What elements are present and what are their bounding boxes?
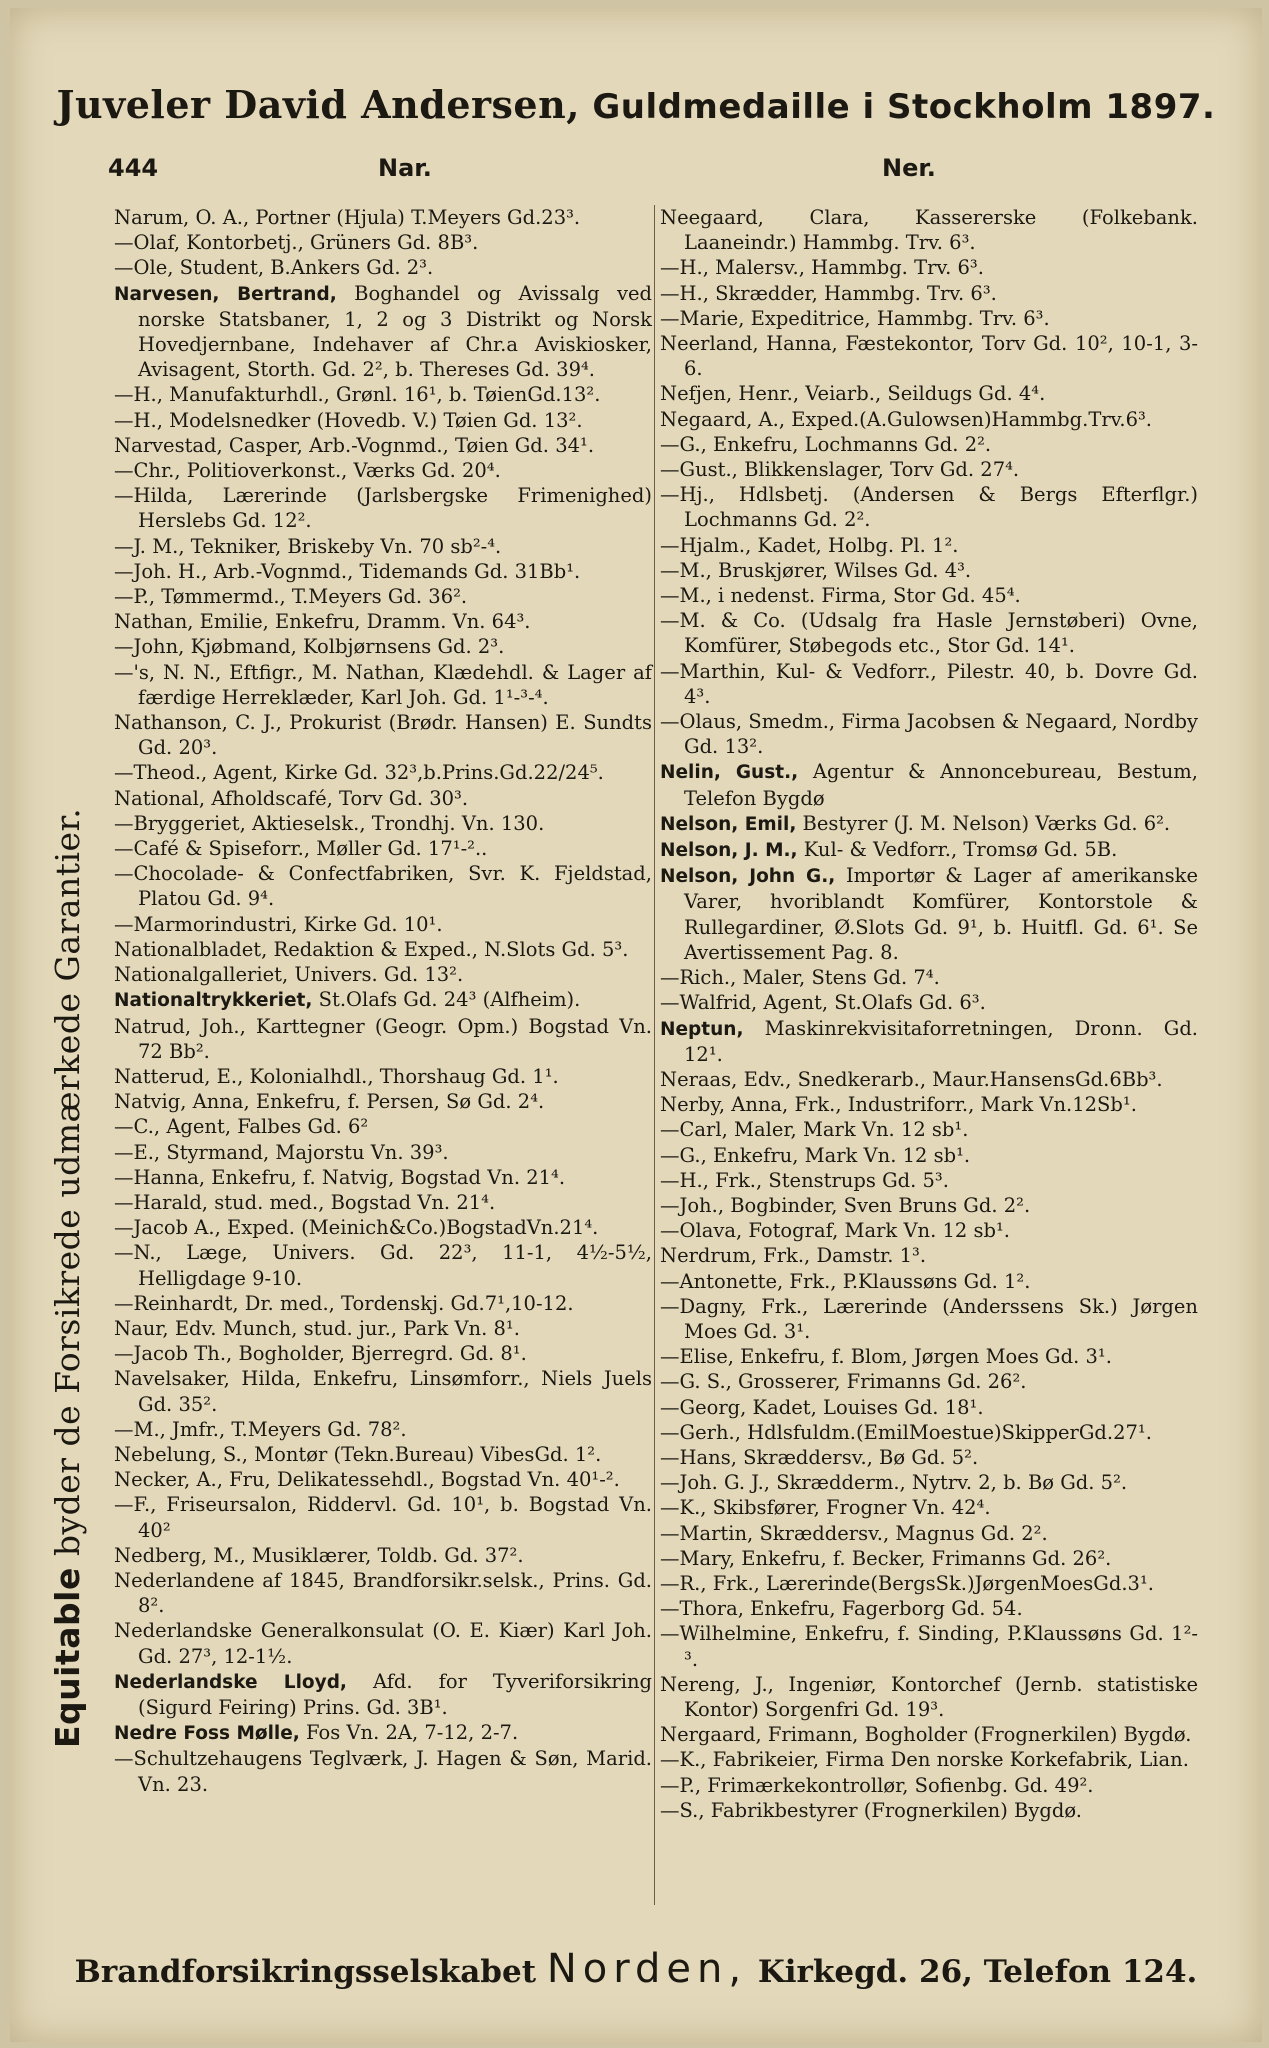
directory-entry — [114, 433, 652, 458]
header-ad-name: Juveler David Andersen, — [56, 82, 580, 127]
entry-text: —N., Læge, Univers. Gd. 22³, 11-1, 4½-5½, Helligdage 9-10. — [114, 1241, 652, 1290]
directory-entry — [660, 1773, 1198, 1798]
entry-text: —Elise, Enkefru, f. Blom, Jørgen Moes Gd. 3¹. — [660, 1345, 1112, 1369]
entry-text: Afd. for Tyveriforsikring (Sigurd Feiring) Prins. Gd. 3B¹. — [138, 1669, 652, 1719]
right-column — [660, 205, 1198, 1823]
entry-text: Naur, Edv. Munch, stud. jur., Park Vn. 8¹. — [114, 1316, 520, 1340]
directory-entry — [114, 534, 652, 559]
directory-entry — [660, 432, 1198, 457]
directory-entry — [660, 583, 1198, 608]
entry-text: —John, Kjøbmand, Kolbjørnsens Gd. 2³. — [114, 635, 505, 659]
entry-text: —Gust., Blikkenslager, Torv Gd. 27⁴. — [660, 458, 1020, 482]
entry-text: National, Afholdscafé, Torv Gd. 30³. — [114, 786, 469, 810]
entry-text: —Martin, Skræddersv., Magnus Gd. 2². — [660, 1521, 1048, 1545]
entry-text: —Hanna, Enkefru, f. Natvig, Bogstad Vn. 21⁴. — [114, 1165, 566, 1189]
entry-text: —Schultzehaugens Teglværk, J. Hagen & Søn, Marid. Vn. 23. — [114, 1747, 652, 1796]
footer-ad-address: Kirkegd. 26, Telefon 124. — [757, 1954, 1198, 1990]
entry-text: —Georg, Kadet, Louises Gd. 18¹. — [660, 1395, 984, 1419]
entry-text: Neegaard, Clara, Kassererske (Folkebank. Laaneindr.) Hammbg. Trv. 6³. — [660, 206, 1198, 255]
directory-entry — [114, 937, 652, 962]
left-column — [114, 205, 652, 1797]
directory-entry — [114, 1114, 652, 1139]
directory-entry — [114, 281, 652, 383]
entry-text: —Hans, Skræddersv., Bø Gd. 5². — [660, 1445, 979, 1469]
directory-entry — [114, 760, 652, 785]
directory-entry — [660, 1546, 1198, 1571]
entry-bold-name: Nelson, Emil, — [660, 813, 797, 835]
entry-bold-name: Nelin, Gust., — [660, 762, 799, 784]
directory-entry — [114, 1543, 652, 1568]
entry-text: Nathan, Emilie, Enkefru, Dramm. Vn. 64³. — [114, 610, 531, 634]
entry-text: Nederlandske Generalkonsulat (O. E. Kiær) Karl Joh. Gd. 27³, 12-1½. — [114, 1619, 652, 1668]
entry-text: Neerland, Hanna, Fæstekontor, Torv Gd. 10², 10-1, 3-6. — [660, 332, 1198, 381]
entry-text: Nationalbladet, Redaktion & Exped., N.Slots Gd. 5³. — [114, 937, 629, 961]
directory-entry — [660, 965, 1198, 990]
entry-text: —Olava, Fotograf, Mark Vn. 12 sb¹. — [660, 1219, 1011, 1243]
directory-entry — [114, 408, 652, 433]
entry-text: Nebelung, S., Montør (Tekn.Bureau) VibesGd. 1². — [114, 1442, 602, 1466]
entry-text: Negaard, A., Exped.(A.Gulowsen)Hammbg.Trv.6³. — [660, 407, 1152, 431]
entry-bold-name: Nederlandske Lloyd, — [114, 1671, 347, 1693]
entry-text: —P., Tømmermd., T.Meyers Gd. 36². — [114, 585, 468, 609]
entry-text: —S., Fabrikbestyrer (Frognerkilen) Bygdø. — [660, 1798, 1082, 1822]
directory-entry — [114, 1720, 652, 1746]
entry-bold-name: Nationaltrykkeriet, — [114, 990, 313, 1012]
entry-text: —Antonette, Frk., P.Klaussøns Gd. 1². — [660, 1269, 1031, 1293]
entry-text: —H., Malersv., Hammbg. Trv. 6³. — [660, 256, 984, 280]
footer-ad-name: Norden, — [546, 1946, 748, 1992]
side-ad-text: byder de Forsikrede udmærkede Garantier. — [48, 807, 87, 1557]
entry-text: —Reinhardt, Dr. med., Tordenskj. Gd.7¹,10-12. — [114, 1291, 574, 1315]
entry-text: —M., Jmfr., T.Meyers Gd. 78². — [114, 1417, 407, 1441]
running-head-right: Ner. — [882, 154, 936, 182]
directory-entry — [114, 1064, 652, 1089]
side-advertisement — [48, 748, 87, 1748]
directory-entry — [660, 1016, 1198, 1067]
directory-entry — [660, 1747, 1198, 1772]
entry-text: —Hilda, Lærerinde (Jarlsbergske Frimenighed) Herslebs Gd. 12². — [114, 484, 652, 533]
directory-entry — [114, 382, 652, 407]
directory-entry — [114, 1492, 652, 1542]
entry-text: Kul- & Vedforr., Tromsø Gd. 5B. — [797, 838, 1118, 862]
directory-entry — [114, 861, 652, 911]
entry-text: Agentur & Annoncebureau, Bestum, Telefon Bygdø — [684, 760, 1198, 810]
entry-text: —Thora, Enkefru, Fagerborg Gd. 54. — [660, 1597, 1023, 1621]
entry-text: —Hjalm., Kadet, Holbg. Pl. 1². — [660, 533, 959, 557]
entry-text: —M., i nedenst. Firma, Stor Gd. 45⁴. — [660, 584, 1021, 608]
header-ad-tagline: Guldmedaille i Stockholm 1897. — [592, 87, 1216, 127]
directory-entry — [660, 1495, 1198, 1520]
entry-text: —Joh., Bogbinder, Sven Bruns Gd. 2². — [660, 1193, 1031, 1217]
entry-text: Necker, A., Fru, Delikatessehdl., Bogstad Vn. 40¹-². — [114, 1468, 620, 1492]
entry-text: —H., Frk., Stenstrups Gd. 5³. — [660, 1168, 949, 1192]
directory-entry — [114, 1165, 652, 1190]
entry-text: —Olaf, Kontorbetj., Grüners Gd. 8B³. — [114, 231, 479, 255]
directory-entry — [114, 1746, 652, 1796]
directory-entry — [114, 1467, 652, 1492]
directory-entry — [660, 1571, 1198, 1596]
entry-text: Natrud, Joh., Karttegner (Geogr. Opm.) Bogstad Vn. 72 Bb². — [114, 1014, 652, 1063]
directory-entry — [114, 1140, 652, 1165]
entry-text: —Wilhelmine, Enkefru, f. Sinding, P.Klaussøns Gd. 1²-³. — [660, 1622, 1198, 1671]
directory-entry — [660, 1596, 1198, 1621]
directory-entry — [660, 1067, 1198, 1092]
directory-entry — [114, 634, 652, 659]
entry-text: Navelsaker, Hilda, Enkefru, Linsømforr., Niels Juels Gd. 35². — [114, 1367, 652, 1416]
header-advertisement — [10, 82, 1262, 127]
directory-entry — [114, 559, 652, 584]
entry-text: —Olaus, Smedm., Firma Jacobsen & Negaard, Nordby Gd. 13². — [660, 710, 1198, 759]
entry-text: —Walfrid, Agent, St.Olafs Gd. 6³. — [660, 991, 986, 1015]
entry-text: Natvig, Anna, Enkefru, f. Persen, Sø Gd. 2⁴. — [114, 1090, 545, 1114]
directory-entry — [114, 1366, 652, 1416]
entry-text: —Marie, Expeditrice, Hammbg. Trv. 6³. — [660, 306, 1050, 330]
directory-entry — [660, 1420, 1198, 1445]
directory-entry — [660, 1722, 1198, 1747]
entry-text: —Carl, Maler, Mark Vn. 12 sb¹. — [660, 1118, 969, 1142]
entry-text: —Dagny, Frk., Lærerinde (Anderssens Sk.) Jørgen Moes Gd. 3¹. — [660, 1294, 1198, 1343]
directory-entry — [660, 1395, 1198, 1420]
directory-entry — [660, 482, 1198, 532]
entry-text: —Joh. H., Arb.-Vognmd., Tidemands Gd. 31Bb¹. — [114, 559, 581, 583]
footer-ad-prefix: Brandforsikringsselskabet — [74, 1954, 537, 1990]
directory-entry — [660, 709, 1198, 759]
directory-entry — [660, 1445, 1198, 1470]
entry-text: Narum, O. A., Portner (Hjula) T.Meyers Gd.23³. — [114, 206, 581, 229]
column-divider — [654, 205, 655, 1905]
directory-entry — [114, 786, 652, 811]
directory-entry — [114, 205, 652, 230]
directory-entry — [114, 483, 652, 533]
entry-text: —Bryggeriet, Aktieselsk., Trondhj. Vn. 130. — [114, 811, 545, 835]
directory-entry — [660, 558, 1198, 583]
directory-entry — [114, 836, 652, 861]
directory-entry — [114, 1417, 652, 1442]
directory-entry — [660, 1092, 1198, 1117]
directory-entry — [114, 811, 652, 836]
directory-entry — [660, 457, 1198, 482]
directory-entry — [660, 1294, 1198, 1344]
entry-bold-name: Nelson, John G., — [660, 866, 836, 888]
directory-entry — [114, 230, 652, 255]
directory-entry — [660, 306, 1198, 331]
directory-entry — [660, 205, 1198, 255]
entry-text: —Theod., Agent, Kirke Gd. 32³,b.Prins.Gd.22/24⁵. — [114, 761, 604, 785]
entry-text: —Jacob Th., Bogholder, Bjerregrd. Gd. 8¹. — [114, 1342, 527, 1366]
entry-text: —F., Friseursalon, Riddervl. Gd. 10¹, b. Bogstad Vn. 40² — [114, 1493, 652, 1542]
entry-text: —J. M., Tekniker, Briskeby Vn. 70 sb²-⁴. — [114, 534, 502, 558]
directory-entry — [660, 407, 1198, 432]
directory-entry — [114, 584, 652, 609]
directory-entry — [660, 837, 1198, 863]
entry-text: Neraas, Edv., Snedkerarb., Maur.HansensGd.6Bb³. — [660, 1067, 1163, 1091]
entry-text: Importør & Lager af amerikanske Varer, hvoriblandt Komfürer, Kontorstole & Rullegardiner, Ø.Slots Gd. 9¹, b. Huitfl. Gd. 6¹. Se Avertissement Pag. 8. — [684, 864, 1198, 964]
directory-entry — [114, 1291, 652, 1316]
entry-text: —Marthin, Kul- & Vedforr., Pilestr. 40, b. Dovre Gd. 4³. — [660, 659, 1198, 708]
directory-entry — [660, 1243, 1198, 1268]
directory-entry — [660, 331, 1198, 381]
entry-text: —E., Styrmand, Majorstu Vn. 39³. — [114, 1140, 449, 1164]
page-number: 444 — [108, 154, 159, 182]
directory-entry — [114, 1618, 652, 1668]
entry-text: Nationalgalleriet, Univers. Gd. 13². — [114, 963, 464, 987]
entry-text: —K., Skibsfører, Frogner Vn. 42⁴. — [660, 1496, 991, 1520]
entry-bold-name: Neptun, — [660, 1018, 744, 1040]
entry-text: Nerby, Anna, Frk., Industriforr., Mark Vn.12Sb¹. — [660, 1093, 1137, 1117]
entry-text: —H., Modelsnedker (Hovedb. V.) Tøien Gd. 13². — [114, 408, 583, 432]
entry-bold-name: Narvesen, Bertrand, — [114, 283, 337, 305]
entry-text: —Joh. G. J., Skrædderm., Nytrv. 2, b. Bø Gd. 5². — [660, 1471, 1128, 1495]
entry-bold-name: Nedre Foss Mølle, — [114, 1723, 300, 1745]
entry-text: —P., Frimærkekontrollør, Sofienbg. Gd. 49². — [660, 1773, 1094, 1797]
directory-entry — [114, 660, 652, 710]
directory-entry — [660, 255, 1198, 280]
entry-text: Nathanson, C. J., Prokurist (Brødr. Hansen) E. Sundts Gd. 20³. — [114, 711, 652, 760]
entry-text: —G., Enkefru, Lochmanns Gd. 2². — [660, 432, 992, 456]
directory-entry — [660, 381, 1198, 406]
running-head-left: Nar. — [378, 154, 432, 182]
directory-entry — [114, 1190, 652, 1215]
entry-text: —Rich., Maler, Stens Gd. 7⁴. — [660, 966, 940, 990]
directory-entry — [660, 1621, 1198, 1671]
directory-entry — [114, 255, 652, 280]
directory-entry — [660, 1218, 1198, 1243]
entry-text: Nerdrum, Frk., Damstr. 1³. — [660, 1244, 927, 1268]
directory-entry — [660, 1369, 1198, 1394]
directory-entry — [660, 1193, 1198, 1218]
entry-text: —'s, N. N., Eftfigr., M. Nathan, Klædehdl. & Lager af færdige Herreklæder, Karl Joh. Gd. 1¹-³-⁴. — [114, 660, 652, 709]
entry-text: —K., Fabrikeier, Firma Den norske Korkefabrik, Lian. — [660, 1748, 1189, 1772]
entry-text: —Mary, Enkefru, f. Becker, Frimanns Gd. 26². — [660, 1546, 1112, 1570]
entry-text: Nergaard, Frimann, Bogholder (Frognerkilen) Bygdø. — [660, 1723, 1192, 1747]
footer-advertisement — [10, 1946, 1262, 1992]
entry-text: —H., Manufakturhdl., Grønl. 16¹, b. TøienGd.13². — [114, 383, 601, 407]
entry-text: St.Olafs Gd. 24³ (Alfheim). — [312, 988, 581, 1012]
entry-text: —Chr., Politioverkonst., Værks Gd. 20⁴. — [114, 459, 501, 483]
directory-entry — [660, 1269, 1198, 1294]
entry-text: —Chocolade- & Confectfabriken, Svr. K. Fjeldstad, Platou Gd. 9⁴. — [114, 862, 652, 911]
entry-text: Natterud, E., Kolonialhdl., Thorshaug Gd. 1¹. — [114, 1064, 559, 1088]
entry-text: —Gerh., Hdlsfuldm.(EmilMoestue)SkipperGd.27¹. — [660, 1420, 1152, 1444]
entry-text: —Marmorindustri, Kirke Gd. 10¹. — [114, 912, 443, 936]
directory-entry — [114, 987, 652, 1013]
directory-entry — [660, 1521, 1198, 1546]
directory-entry — [114, 962, 652, 987]
directory-entry — [660, 608, 1198, 658]
directory-entry — [660, 1117, 1198, 1142]
entry-text: Bestyrer (J. M. Nelson) Værks Gd. 6². — [796, 811, 1171, 835]
directory-entry — [660, 1344, 1198, 1369]
entry-text: Nereng, J., Ingeniør, Kontorchef (Jernb. statistiske Kontor) Sorgenfri Gd. 19³. — [660, 1672, 1198, 1721]
entry-text: —M. & Co. (Udsalg fra Hasle Jernstøberi) Ovne, Komfürer, Støbegods etc., Stor Gd. 14¹. — [660, 609, 1198, 658]
directory-entry — [114, 1215, 652, 1240]
entry-text: Nefjen, Henr., Veiarb., Seildugs Gd. 4⁴. — [660, 382, 1046, 406]
directory-entry — [660, 533, 1198, 558]
directory-entry — [660, 990, 1198, 1015]
entry-text: Maskinrekvisitaforretningen, Dronn. Gd. 12¹. — [684, 1016, 1198, 1066]
directory-entry — [114, 1014, 652, 1064]
directory-entry — [114, 1089, 652, 1114]
entry-text: —H., Skrædder, Hammbg. Trv. 6³. — [660, 281, 997, 305]
directory-entry — [114, 1316, 652, 1341]
directory-entry — [114, 710, 652, 760]
directory-entry — [660, 1798, 1198, 1823]
entry-text: —G. S., Grosserer, Frimanns Gd. 26². — [660, 1370, 1027, 1394]
directory-entry — [660, 1470, 1198, 1495]
entry-bold-name: Nelson, J. M., — [660, 840, 798, 862]
directory-entry — [114, 1669, 652, 1720]
entry-text: —Harald, stud. med., Bogstad Vn. 21⁴. — [114, 1190, 496, 1214]
directory-entry — [114, 458, 652, 483]
entry-text: —Jacob A., Exped. (Meinich&Co.)BogstadVn.21⁴. — [114, 1216, 599, 1240]
directory-page — [10, 8, 1262, 2042]
entry-text: Nederlandene af 1845, Brandforsikr.selsk., Prins. Gd. 8². — [114, 1568, 652, 1618]
directory-entry — [660, 863, 1198, 965]
directory-entry — [660, 759, 1198, 810]
directory-entry — [114, 1240, 652, 1290]
directory-entry — [114, 1341, 652, 1366]
directory-entry — [660, 281, 1198, 306]
side-ad-brand: Equitable — [48, 1567, 87, 1748]
entry-text: —R., Frk., Lærerinde(BergsSk.)JørgenMoesGd.3¹. — [660, 1571, 1154, 1595]
entry-text: —Hj., Hdlsbetj. (Andersen & Bergs Efterflgr.) Lochmanns Gd. 2². — [660, 483, 1198, 532]
directory-entry — [660, 1143, 1198, 1168]
directory-entry — [660, 811, 1198, 837]
entry-text: Boghandel og Avissalg ved norske Statsbaner, 1, 2 og 3 Distrikt og Norsk Hovedjernbane, Indehaver af Chr.a Aviskiosker, Avisagent, Storth. Gd. 2², b. Thereses Gd. 39⁴. — [138, 281, 653, 382]
directory-entry — [114, 609, 652, 634]
directory-entry — [114, 1442, 652, 1467]
directory-entry — [660, 1672, 1198, 1722]
directory-entry — [660, 659, 1198, 709]
directory-entry — [114, 912, 652, 937]
entry-text: —C., Agent, Falbes Gd. 6² — [114, 1115, 369, 1139]
entry-text: —Café & Spiseforr., Møller Gd. 17¹-².. — [114, 837, 488, 861]
entry-text: —G., Enkefru, Mark Vn. 12 sb¹. — [660, 1143, 971, 1167]
entry-text: Nedberg, M., Musiklærer, Toldb. Gd. 37². — [114, 1543, 524, 1567]
entry-text: Fos Vn. 2A, 7-12, 2-7. — [299, 1721, 519, 1745]
entry-text: —Ole, Student, B.Ankers Gd. 2³. — [114, 256, 434, 280]
directory-entry — [660, 1168, 1198, 1193]
directory-entry — [114, 1568, 652, 1618]
entry-text: Narvestad, Casper, Arb.-Vognmd., Tøien Gd. 34¹. — [114, 433, 595, 457]
entry-text: —M., Bruskjører, Wilses Gd. 4³. — [660, 558, 972, 582]
